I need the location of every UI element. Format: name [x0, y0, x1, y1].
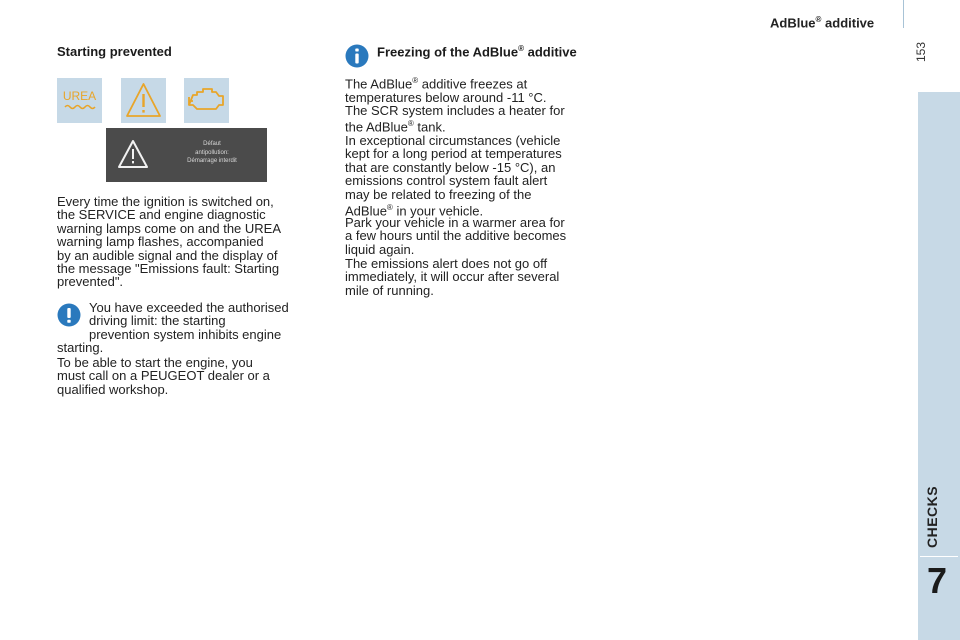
chapter-label: CHECKS — [924, 485, 940, 548]
paragraph-ignition-warning: Every time the ignition is switched on, the SERVICE and engine diagnostic warning lamps come on and the UREA warning lamp flashes, accompanied by an audible signal and the display of the message "Emissions fault: Starting prevented". — [57, 194, 282, 290]
urea-warning-lamp — [57, 78, 102, 123]
caution-icon — [57, 303, 81, 327]
service-warning-icon — [121, 78, 166, 123]
warning-triangle-icon — [117, 139, 149, 169]
alert-paragraph: You have exceeded the authorised driving limit: the starting prevention system inhibits engine — [89, 300, 289, 342]
paragraph-emissions-alert: The emissions alert does not go off immediately, it will occur after several mile of running. — [345, 256, 560, 298]
engine-diagnostic-lamp — [184, 78, 229, 123]
paragraph-freezing-temperature: The AdBlue® additive freezes at temperatures below around -11 °C. — [345, 76, 547, 105]
paragraph-dealer-contact: To be able to start the engine, you must call on a PEUGEOT dealer or a qualified workshop. — [57, 355, 270, 397]
section-heading-freezing: Freezing of the AdBlue® additive — [377, 44, 577, 60]
chapter-number: 7 — [927, 560, 948, 601]
engine-diagnostic-icon — [184, 78, 229, 123]
service-warning-lamp — [121, 78, 166, 123]
display-message-text: Défaut antipollution: Démarrage interdit — [187, 141, 237, 164]
urea-warning-icon — [57, 78, 102, 123]
chapter-side-tab — [918, 92, 960, 640]
chapter-divider — [920, 556, 958, 557]
section-heading-starting-prevented: Starting prevented — [57, 44, 172, 59]
page-header-title: AdBlue® additive — [770, 15, 875, 31]
paragraph-exceptional-circumstances: In exceptional circumstances (vehicle kept for a long period at temperatures that are constantly below -15 °C), an emissions control system fault alert may be related to freezing of the AdBlue® in your vehicle. — [345, 133, 562, 219]
page-number: 153 — [914, 41, 928, 62]
instrument-display-message — [106, 128, 267, 182]
header-divider — [903, 0, 904, 28]
paragraph-park-warmer: Park your vehicle in a warmer area for a few hours until the additive becomes liquid again. — [345, 215, 567, 257]
warning-lamps-row — [57, 78, 237, 124]
paragraph-scr-heater: The SCR system includes a heater for the AdBlue® tank. — [345, 103, 565, 135]
svg-text:UREA: UREA — [62, 89, 97, 103]
alert-paragraph-end: starting. — [57, 340, 104, 355]
info-icon — [345, 44, 369, 68]
